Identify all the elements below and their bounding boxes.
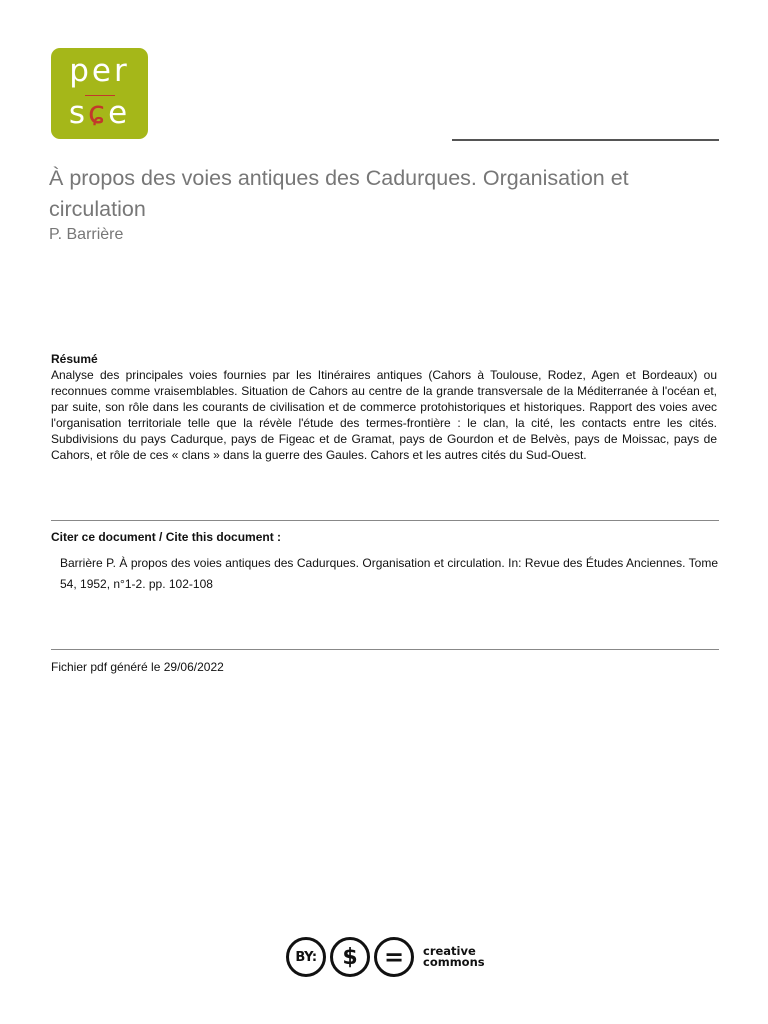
persee-logo[interactable] — [51, 48, 148, 139]
creative-commons-wordmark — [423, 946, 485, 968]
logo-letter-e: e — [108, 95, 131, 131]
logo-line-1: per — [69, 53, 130, 89]
logo-line-2 — [51, 95, 148, 131]
generation-date: Fichier pdf généré le 29/06/2022 — [51, 660, 224, 674]
abstract-heading: Résumé — [51, 352, 98, 366]
nc-symbol: $ — [342, 944, 358, 970]
noderivatives-icon — [374, 937, 414, 977]
article-author: P. Barrière — [49, 226, 124, 243]
citation-heading: Citer ce document / Cite this document : — [51, 530, 282, 544]
nd-symbol: = — [383, 943, 405, 971]
citation-text: Barrière P. À propos des voies antiques des Cadurques. Organisation et circulation. In: Revue des Études Anciennes. Tome 54, 1952, n°1-2. pp. 102-108 — [60, 556, 718, 591]
logo-letter-accent: ɕ — [88, 95, 109, 131]
by-label: BY: — [295, 949, 317, 965]
cc-word-1: creative — [423, 944, 476, 958]
header-rule — [452, 139, 719, 141]
divider — [51, 649, 719, 650]
logo-letter-s: s — [68, 95, 89, 131]
abstract-text: Analyse des principales voies fournies par les Itinéraires antiques (Cahors à Toulouse, Rodez, Agen et Bordeaux) ou reconnues comme vraisemblables. Situation de Cahors au centre de la grande transversale de la Méditerranée à l'océan et, par suite, son rôle dans les courants de civilisation et de commerce protohistoriques et historiques. Rapport des voies avec l'organisation territoriale telle que la révèle l'étude des termes-frontière : le clan, la cité, les contacts entre les cités. Subdivisions du pays Cadurque, pays de Figeac et de Gramat, pays de Gourdon et de Belvès, pays de Moissac, pays de Cahors, et rôle de ces « clans » dans la guerre des Gaules. Cahors et les autres cités du Sud-Ouest. — [51, 368, 717, 463]
creative-commons-badge[interactable] — [286, 937, 485, 977]
by-attribution-icon — [286, 937, 326, 977]
cc-word-2: commons — [423, 955, 485, 969]
article-title: À propos des voies antiques des Cadurques. Organisation et circulation — [49, 166, 629, 221]
noncommercial-icon — [330, 937, 370, 977]
divider — [51, 520, 719, 521]
